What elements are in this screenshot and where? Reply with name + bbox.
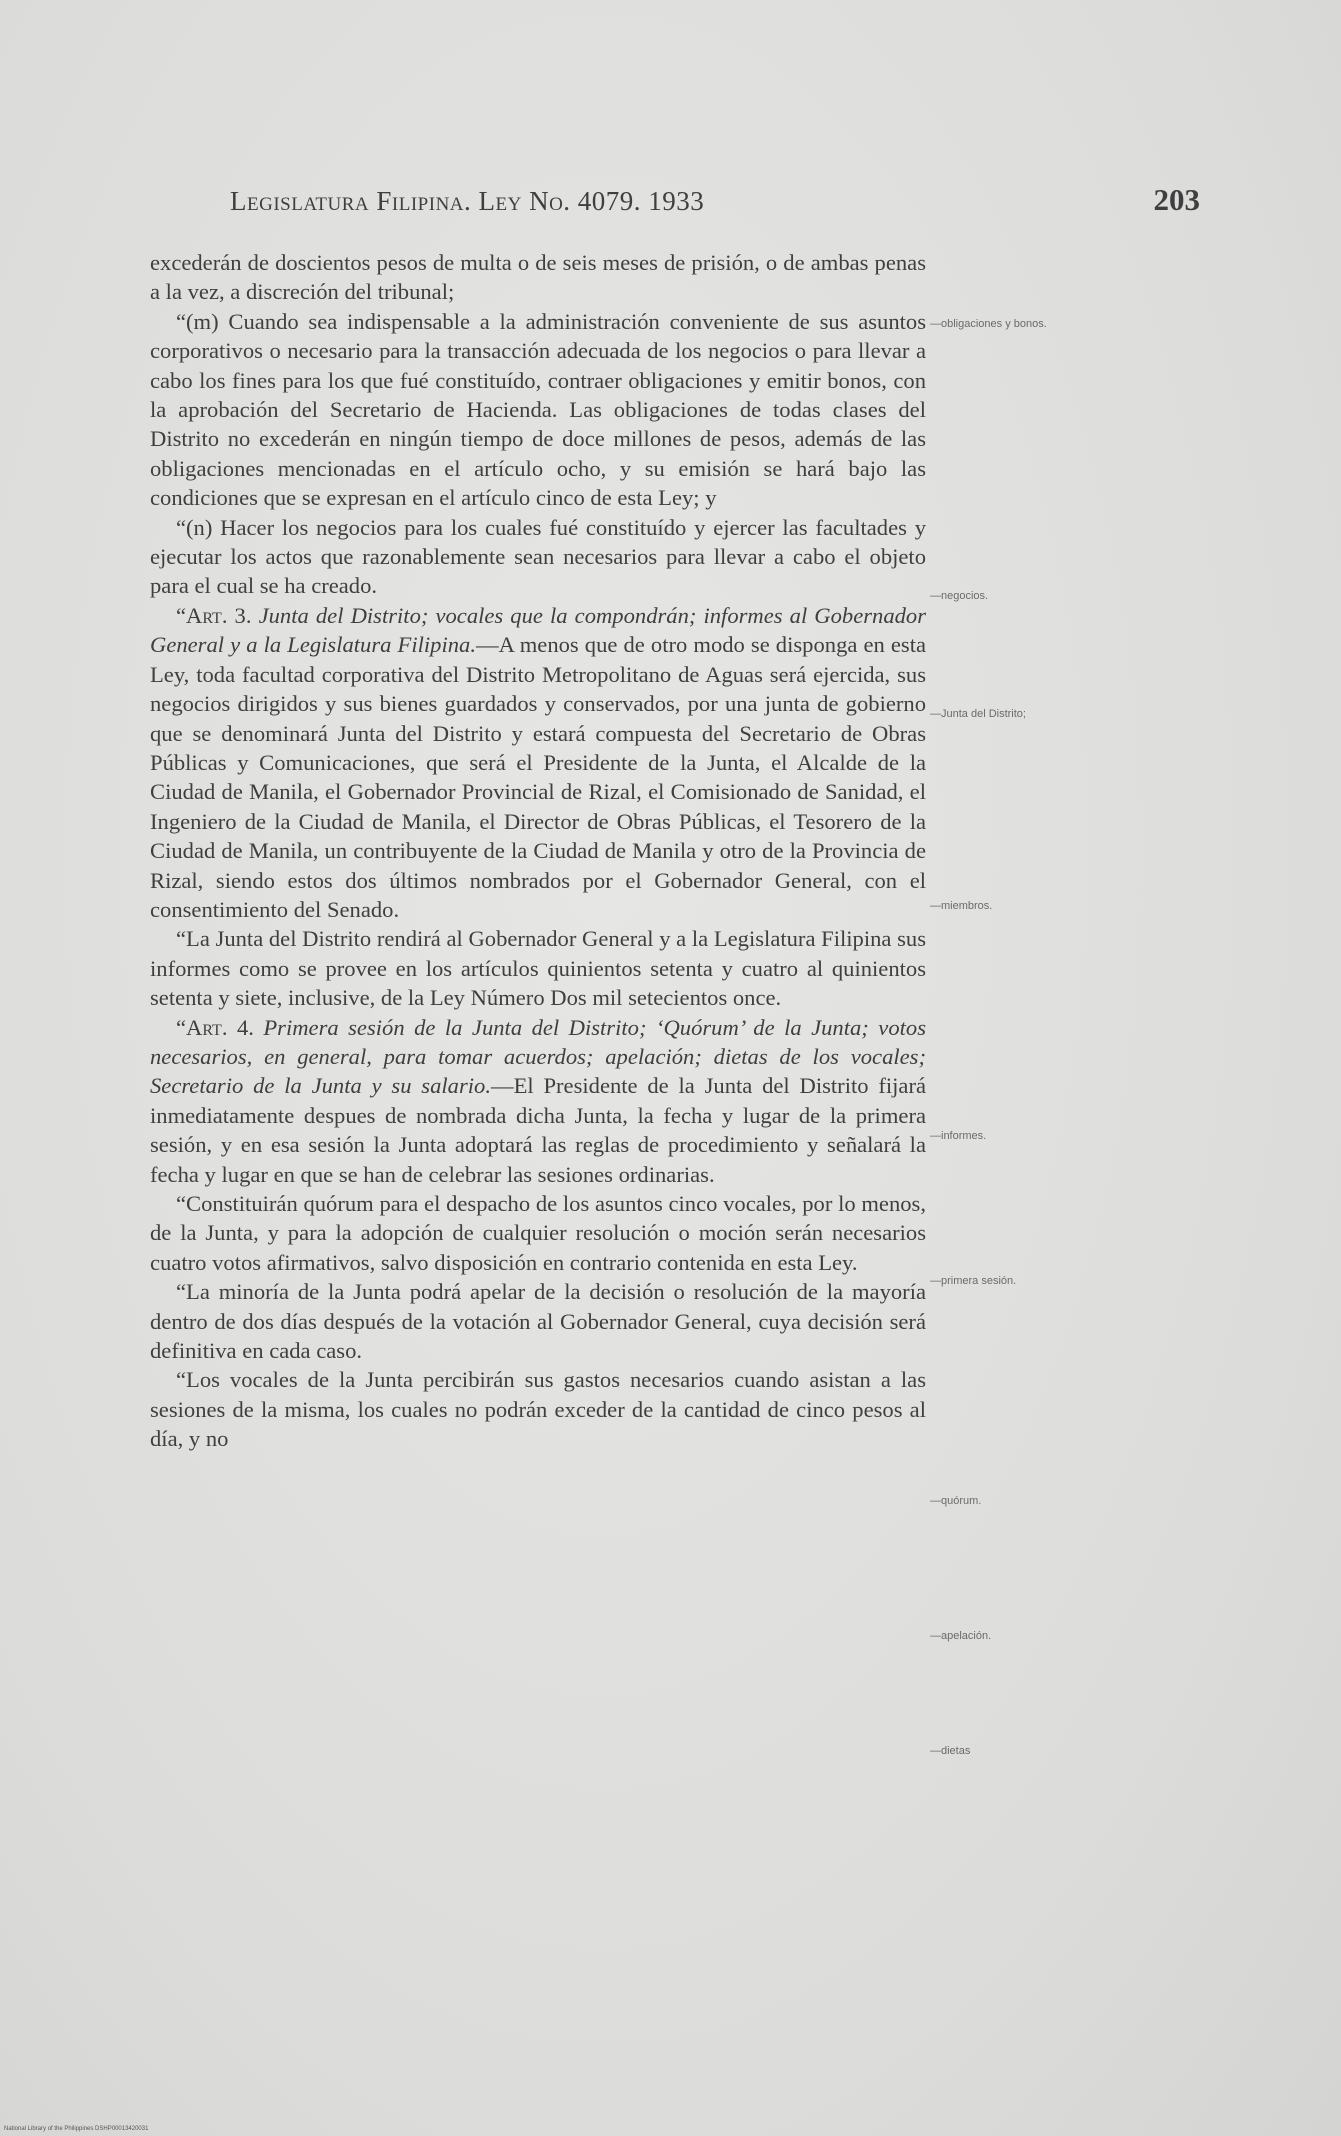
side-note-informes: —informes.: [930, 1130, 987, 1142]
page-number: 203: [1153, 182, 1200, 217]
side-note-quorum: —quórum.: [930, 1495, 982, 1507]
paragraph-p3: “(n) Hacer los negocios para los cuales fué constituído y ejercer las facultades y ejecutar los actos que razonablemente sean necesarios para llevar a cabo el objeto para el cual se ha creado.: [150, 514, 926, 599]
article-text: —El Presidente de la Junta del Distrito fijará inmediatamente despues de nombrada dicha Junta, la fecha y lugar de la primera sesión, y en esa sesión la Junta adoptará las reglas de procedimiento y señalará la fecha y lugar en que se han de celebrar las sesiones ordinarias.: [150, 1073, 927, 1187]
running-head: [150, 182, 1200, 226]
article-text: —A menos que de otro modo se disponga en esta Ley, toda facultad corporativa del Distrito Metropolitano de Aguas será ejercida, sus negocios dirigidos y sus bienes guardados y conservados, por una junta de gobierno que se denominará Junta del Distrito y estará compuesta del Secretario de Obras Públicas y Comunicaciones, que será el Presidente de la Junta, el Alcalde de la Ciudad de Manila, el Gobernador Provincial de Rizal, el Comisionado de Sanidad, el Ingeniero de la Ciudad de Manila, el Director de Obras Públicas, el Tesorero de la Ciudad de Manila, un contribuyente de la Ciudad de Manila y otro de la Provincia de Rizal, siendo estos dos últimos nombrados por el Gobernador General, con el consentimiento del Senado.: [150, 632, 927, 922]
paragraph-p4: [150, 601, 926, 924]
article-heading: Junta del Distrito; vocales que la compondrán; informes al Gobernador General y a la Legislatura Filipina.: [150, 602, 927, 658]
side-note-primera-sesion: —primera sesión.: [930, 1275, 1017, 1287]
article-label: “Art. 4.: [176, 1014, 254, 1040]
side-note-junta: —Junta del Distrito;: [930, 708, 1026, 720]
paragraph-p9: “Los vocales de la Junta percibirán sus gastos necesarios cuando asistan a las sesiones de la misma, los cuales no podrán exceder de la cantidad de cinco pesos al día, y no: [150, 1367, 926, 1452]
footer-credit: National Library of the Philippines DSHP00013420031: [4, 2126, 149, 2132]
body-text: [150, 248, 926, 1454]
paragraph-p8: “La minoría de la Junta podrá apelar de la decisión o resolución de la mayoría dentro de dos días después de la votación al Gobernador General, cuya decisión será definitiva en cada caso.: [150, 1279, 926, 1364]
paragraph-p1: excederán de doscientos pesos de multa o de seis meses de prisión, o de ambas penas a la vez, a discreción del tribunal;: [150, 250, 926, 305]
paragraph-p7: “Constituirán quórum para el despacho de los asuntos cinco vocales, por lo menos, de la Junta, y para la adopción de cualquier resolución o moción serán necesarios cuatro votos afirmativos, salvo disposición en contrario contenida en esta Ley.: [150, 1191, 926, 1275]
running-title: Legislatura Filipina. Ley No. 4079. 1933: [230, 186, 705, 216]
article-label: “Art. 3.: [176, 602, 252, 628]
side-note-miembros: —miembros.: [930, 900, 993, 912]
paragraph-p6: [150, 1013, 926, 1189]
article-heading: Primera sesión de la Junta del Distrito; ‘Quórum’ de la Junta; votos necesarios, en general, para tomar acuerdos; apelación; dietas de los vocales; Secretario de la Junta y su salario.: [150, 1014, 926, 1099]
paragraph-p2: “(m) Cuando sea indispensable a la administración conveniente de sus asuntos corporativos o necesario para la transacción adecuada de los negocios o para llevar a cabo los fines para los que fué constituído, contraer obligaciones y emitir bonos, con la aprobación del Secretario de Hacienda. Las obligaciones de todas clases del Distrito no excederán en ningún tiempo de doce millones de pesos, además de las obligaciones mencionadas en el artículo ocho, y su emisión se hará bajo las condiciones que se expresan en el artículo cinco de esta Ley; y: [150, 308, 926, 511]
side-note-dietas: —dietas: [930, 1745, 971, 1757]
side-note-obligaciones: —obligaciones y bonos.: [930, 318, 1047, 330]
paragraph-p5: “La Junta del Distrito rendirá al Gobernador General y a la Legislatura Filipina sus informes como se provee en los artículos quinientos setenta y cuatro al quinientos setenta y siete, inclusive, de la Ley Número Dos mil setecientos once.: [150, 926, 926, 1011]
side-note-negocios: —negocios.: [930, 590, 989, 602]
side-note-apelacion: —apelación.: [930, 1630, 992, 1642]
